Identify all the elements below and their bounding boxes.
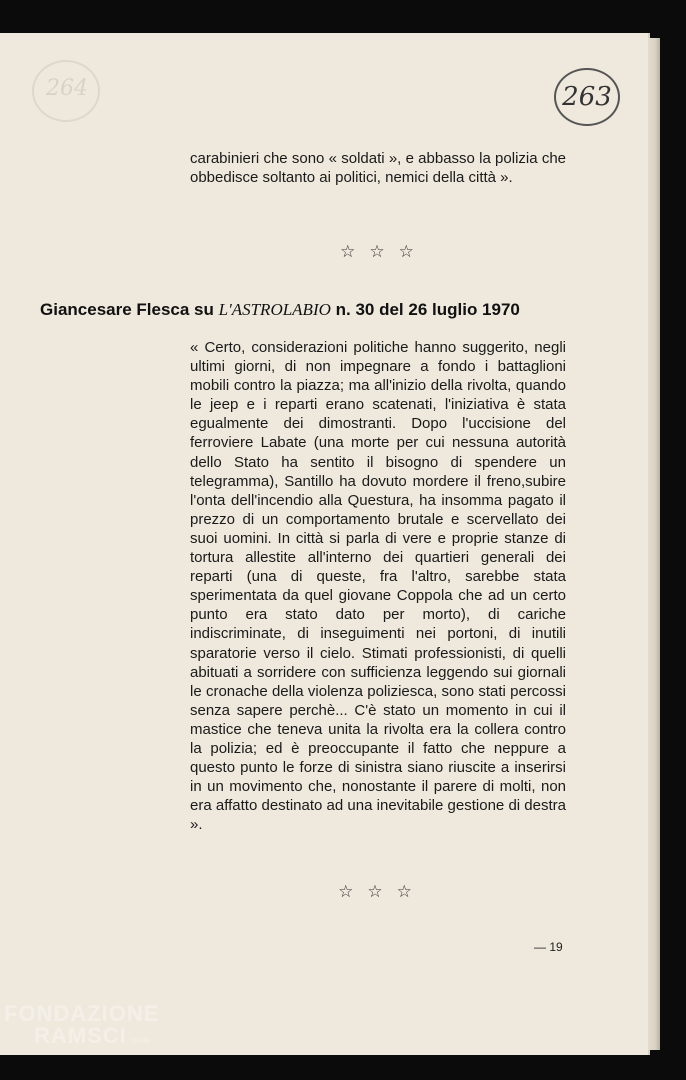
heading-issue: n. 30 del 26 luglio 1970 xyxy=(335,300,520,319)
article-heading xyxy=(40,300,566,320)
separator-stars-bottom: ☆☆☆ xyxy=(338,882,426,901)
article-body: « Certo, considerazioni politiche hanno suggerito, negli ultimi giorni, di non impegnare a fondo i battaglioni mobili contro la piazza; ma all'inizio della rivolta, quando le jeep e i reparti erano scatenati, l'iniziativa è stata egualmente dei dimostranti. Dopo l'uccisione del ferroviere Labate (una morte per cui nessuna autorità dello Stato ha sentito il bisogno di spendere un telegramma), Santillo ha dovuto mordere il freno,subire l'onta dell'incendio alla Questura, ha insomma pagato il prezzo di un comportamento brutale e scervellato dei suoi uomini. In città si parla di vere e proprie stanze di tortura allestite all'interno dei quartieri generali dei reparti (una di queste, fra l'altro, sarebbe stata sperimentata da quel giovane Coppola che ad un certo punto era stato dato per morto), di cariche indiscriminate, di inseguimenti nei portoni, di inutili sparatorie verso il cielo. Stimati professionisti, di quelli abituati a sorridere con sufficienza leggendo sui giornali le cronache della violenza poliziesca, sono stati percossi senza sapere perchè... C'è stato un momento in cui il mastice che teneva unita la rivolta era la collera contro la polizia; ed è preoccupante il fatto che neppure a questo punto le forze di sinistra siano riuscite a inserirsi in un movimento che, nonostante il parere di molti, non era affatto destinato ad una inevitabile gestione di destra ». xyxy=(190,339,566,834)
watermark-line1: FONDAZIONE xyxy=(4,1001,160,1026)
archive-page-stamp: 263 xyxy=(554,68,620,126)
page-edge xyxy=(648,38,660,1050)
watermark-line2: RAMSCI xyxy=(34,1023,127,1048)
watermark-logo xyxy=(4,1003,159,1052)
ghost-stamp xyxy=(32,60,100,122)
heading-author: Giancesare Flesca su xyxy=(40,300,214,319)
separator-stars-top: ☆☆☆ xyxy=(340,242,428,261)
footer-page-number: — 19 xyxy=(534,940,563,954)
heading-magazine: L'ASTROLABIO xyxy=(218,300,331,319)
intro-paragraph: carabinieri che sono « soldati », e abbasso la polizia che obbedisce soltanto ai politici, nemici della città ». xyxy=(190,150,566,187)
ghost-stamp-number: 264 xyxy=(46,76,88,101)
watermark-suffix: onlus xyxy=(130,1036,150,1045)
